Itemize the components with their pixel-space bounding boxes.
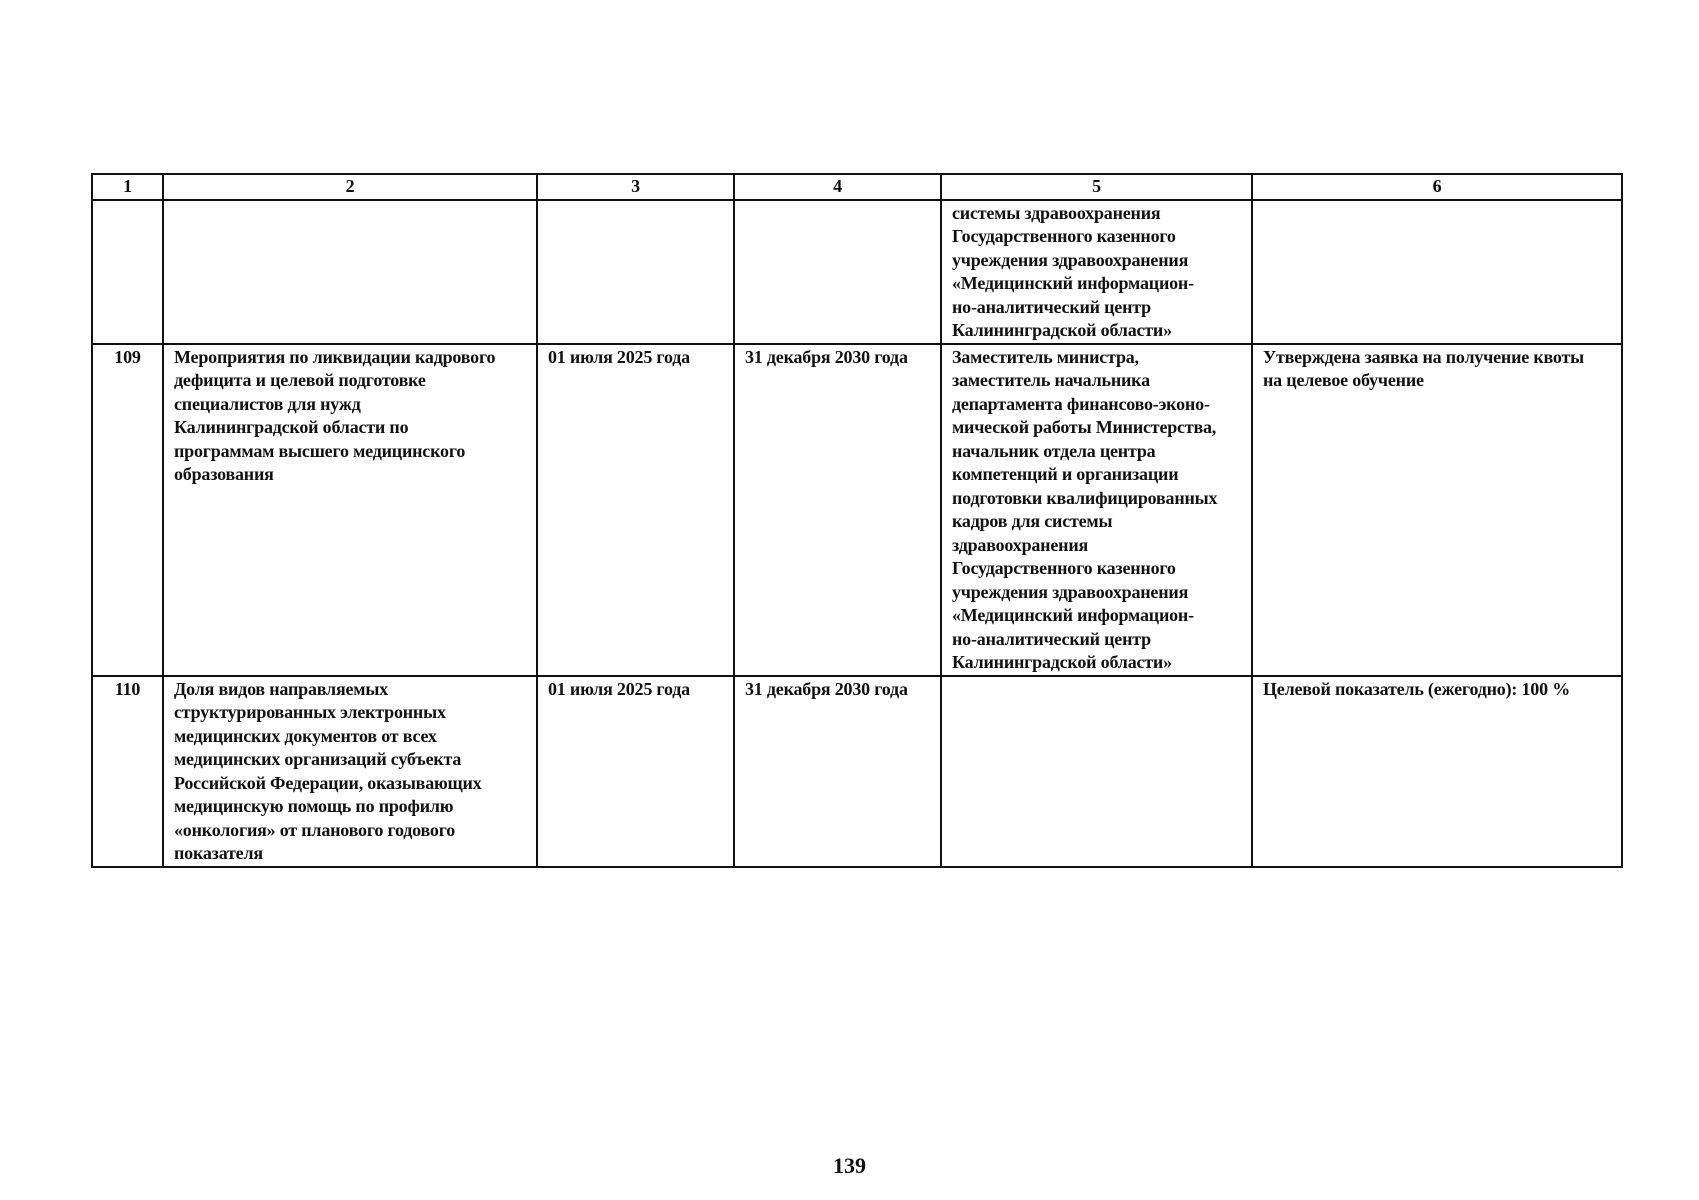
measure-name-line: «онкология» от планового годового: [174, 819, 456, 840]
start-date-cell: [537, 200, 734, 344]
measure-name-cell: [163, 200, 537, 344]
measure-name-line: показателя: [174, 843, 263, 863]
row-number: 109: [92, 344, 163, 676]
responsible-line: заместитель начальника: [952, 370, 1150, 390]
responsible-line: здравоохранения: [952, 534, 1089, 555]
responsible-line: Калининградской области»: [952, 320, 1172, 340]
end-date-cell: 31 декабря 2030 года: [734, 676, 941, 867]
table-row: [92, 200, 1622, 344]
responsible-cell: [941, 676, 1252, 867]
responsible-line: системы здравоохранения: [952, 202, 1161, 223]
responsible-line: учреждения здравоохранения: [952, 249, 1189, 270]
responsible-line: «Медицинский информацион-: [952, 605, 1194, 625]
measure-name-line: Калининградской области по: [174, 417, 409, 437]
responsible-line: кадров для системы: [952, 511, 1113, 531]
result-line: Целевой показатель (ежегодно): 100 %: [1263, 678, 1570, 699]
result-line: на целевое обучение: [1263, 370, 1424, 390]
measures-table: [91, 173, 1623, 868]
measure-name-line: Российской Федерации, оказывающих: [174, 772, 482, 793]
measure-name-cell: [163, 344, 537, 676]
responsible-line: департамента финансово-эконо-: [952, 393, 1210, 414]
measure-name-line: медицинских организаций субъекта: [174, 749, 462, 769]
measure-name-line: медицинскую помощь по профилю: [174, 796, 454, 816]
measure-name-cell: [163, 676, 537, 867]
table-row: [92, 676, 1622, 867]
measure-name-line: программам высшего медицинского: [174, 440, 466, 461]
measure-name-line: структурированных электронных: [174, 702, 446, 722]
row-number: [92, 200, 163, 344]
column-header: 1: [92, 174, 163, 200]
column-header: 4: [734, 174, 941, 200]
result-cell: [1252, 344, 1622, 676]
responsible-line: но-аналитический центр: [952, 296, 1151, 317]
responsible-line: Заместитель министра,: [952, 346, 1139, 367]
responsible-line: учреждения здравоохранения: [952, 581, 1189, 602]
measure-name-line: Доля видов направляемых: [174, 678, 388, 699]
result-cell: [1252, 200, 1622, 344]
responsible-line: начальник отдела центра: [952, 440, 1156, 461]
responsible-line: Калининградской области»: [952, 652, 1172, 672]
column-header: 2: [163, 174, 537, 200]
start-date-cell: 01 июля 2025 года: [537, 344, 734, 676]
measure-name-line: образования: [174, 464, 274, 484]
measure-name-line: Мероприятия по ликвидации кадрового: [174, 346, 496, 367]
responsible-cell: [941, 200, 1252, 344]
responsible-line: Государственного казенного: [952, 226, 1176, 246]
start-date-cell: 01 июля 2025 года: [537, 676, 734, 867]
page-number: 139: [833, 1153, 866, 1178]
measure-name-line: медицинских документов от всех: [174, 725, 437, 746]
responsible-line: но-аналитический центр: [952, 628, 1151, 649]
end-date-cell: 31 декабря 2030 года: [734, 344, 941, 676]
result-cell: [1252, 676, 1622, 867]
end-date-cell: [734, 200, 941, 344]
responsible-line: мической работы Министерства,: [952, 417, 1217, 437]
column-number-row: [92, 174, 1622, 200]
responsible-line: Государственного казенного: [952, 558, 1176, 578]
table-row: [92, 344, 1622, 676]
column-header: 3: [537, 174, 734, 200]
responsible-line: «Медицинский информацион-: [952, 273, 1194, 293]
result-line: Утверждена заявка на получение квоты: [1263, 346, 1584, 367]
column-header: 6: [1252, 174, 1622, 200]
row-number: 110: [92, 676, 163, 867]
measure-name-line: дефицита и целевой подготовке: [174, 370, 426, 390]
measure-name-line: специалистов для нужд: [174, 393, 361, 414]
responsible-line: подготовки квалифицированных: [952, 487, 1218, 508]
column-header: 5: [941, 174, 1252, 200]
responsible-cell: [941, 344, 1252, 676]
responsible-line: компетенций и организации: [952, 464, 1179, 484]
